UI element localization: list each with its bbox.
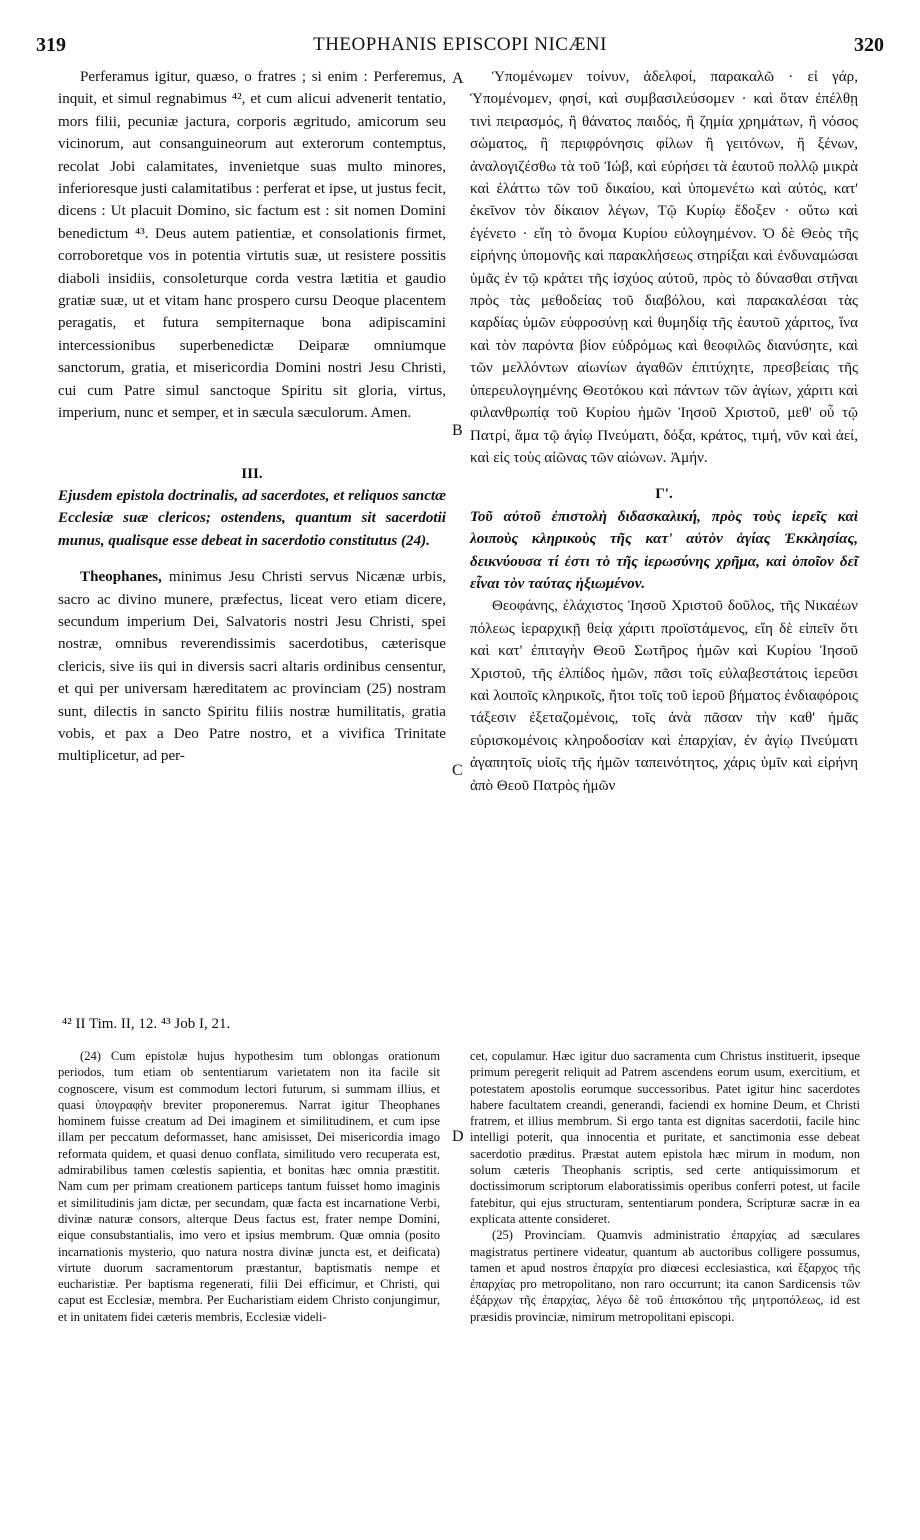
note-column-left — [58, 1048, 440, 1325]
greek-column — [470, 66, 858, 797]
margin-marker-b: B — [452, 422, 463, 439]
greek-section-title: Τοῦ αὐτοῦ ἐπιστολὴ διδασκαλική, πρὸς τοὺς ἱερεῖς καὶ λοιποὺς κληρικοὺς τῆς κατ' αὐτὸν ἁγίας Ἐκκλησίας, δεικνύουσα τί ἐστι τὸ τῆς ἱερωσύνης χρῆμα, καὶ ὁποῖον δεῖ εἶναι τὸν ταύτας ἠξιωμένον. — [470, 508, 858, 592]
footnote-references: ⁴² II Tim. II, 12. ⁴³ Job I, 21. — [62, 1016, 231, 1032]
margin-marker-a: A — [452, 70, 464, 87]
latin-column — [58, 66, 446, 768]
note-24: (24) Cum epistolæ hujus hypothesim tum oblongas orationum periodos, tum etiam ob sententiarum varietatem non ita facile sit cognoscere, visum est commodum lectori futurum, si summam illius, et quasi ὑπογραφὴν breviter proponeremus. Narrat igitur Theophanes hominem fuisse creatum ad Dei imaginem et similitudinem, et cum ipse illam per peccatum deformasset, hanc amisisset, Dei misericordia imago reformata quidem, et quasi denuo conflata, similitudo vero recuperata est, admirabilibus tamen cœlestis sapientia, et bonitas hæc omnia præstitit. Nam cum per primam creationem particeps tantum fuisset homo imaginis et similitudinis jam dictæ, per secundam, quæ facta est incarnatione Verbi, divinæ naturæ consors, alterque Deus factus est, frater nempe Domini, eique consubstantialis, imo vero et ipsius membrum. Quæ omnia (posito incarnationis mysterio, quo natura nostra divinæ juncta est, et deificata) virtute duorum sacramentorum præstantur, baptismatis nempe et eucharistiæ. Per baptisma regenerati, filii Dei efficimur, et Christi, qui caput est Ecclesiæ, membra. Per Eucharistiam eidem Christo conjungimur, et in unitatem fidei cæteris membris, Ecclesiæ videli- — [58, 1049, 440, 1324]
latin-paragraph-1: Perferamus igitur, quæso, o fratres ; si enim : Perferemus, inquit, et simul regnabimus ⁴², et cum alicui advenerit tentatio, mors filii, pecuniæ jactura, corporis ægritudo, amicorum seu vicinorum, aut consanguineorum aut exterorum contemptus, recolat Jobi calamitates, invenietque suas multo minores, inferioresque justi calamitatibus : perferat et ipse, ut justus fecit, dicens : Ut placuit Domino, sic factum est : sit nomen Domini benedictum ⁴³. Deus autem patientiæ, et consolationis firmet, corroboretque vos in potentia virtutis suæ, ut resistere possitis diaboli insidiis, consoleturque corda vestra lætitia et gaudio gratiæ suæ, ut et vitam hanc prospero cursu Deoque placentem peragatis, et futura sempiternaque bona adipiscamini intercessionibus superbenedictæ Deiparæ omniumque sanctorum, gratia, et misericordia Domini nostri Jesu Christi, cui cum Patre simul sanctoque Spiritu sit gloria, virtus, imperium, nunc et semper, et in sæcula sæculorum. Amen. — [58, 69, 446, 422]
greek-paragraph-2: Θεοφάνης, ἐλάχιστος Ἰησοῦ Χριστοῦ δοῦλος, τῆς Νικαέων πόλεως ἱεραρχικῇ θείᾳ χάριτι προϊστάμενος, εἴη δὲ εἰπεῖν ὅτι καὶ κατ' ἐπιταγὴν Θεοῦ Σωτῆρος ἡμῶν καὶ Κυρίου Ἰησοῦ Χριστοῦ, τῆς ἐλπίδος ἡμῶν, πᾶσι τοῖς εὐλαβεστάτοις ἱερεῦσι καὶ λοιποῖς κληρικοῖς, ἤτοι τοῖς τοῦ ἱεροῦ βήματος ἐνδιαφόροις τάξεσιν ἐξεταζομένοις, τοῖς ἀνὰ πᾶσαν τὴν καθ' ἡμᾶς εὑρισκομένοις κληροδοσίαν καὶ ἐπαρχίαν, ἐν ἁγίῳ Πνεύματι ἀγαπητοῖς υἱοῖς τῆς ἡμῶν ταπεινότητος, χάρις ὑμῖν καὶ εἰρήνη ἀπὸ Θεοῦ Πατρὸς ἡμῶν — [470, 598, 858, 794]
margin-marker-d: D — [452, 1128, 464, 1145]
running-title: THEOPHANIS EPISCOPI NICÆNI — [313, 34, 607, 55]
greek-section-number: Γ'. — [655, 486, 673, 503]
margin-marker-c: C — [452, 762, 463, 779]
latin-paragraph-2: minimus Jesu Christi servus Nicænæ urbis, sacro ac divino munere, præfectus, liceat vero etiam dicere, secundum imperium Dei, Salvatoris nostri Jesu Christi, spei nostræ, omnibus reverendissimis sacerdotibus, cæterisque clericis, sive iis qui in diversis sacri altaris ordinibus censentur, et qui per universam hæreditatem ac provinciam (25) nostram sunt, dilectis in sancto Spiritu filiis nostræ humilitatis, gratia vobis, et pax a Deo Patre nostro, et a vivifica Trinitate multiplicetur, ad per- — [58, 569, 446, 765]
greek-paragraph-1: Ὑπομένωμεν τοίνυν, ἀδελφοί, παρακαλῶ · εἰ γάρ, Ὑπομένομεν, φησί, καὶ συμβασιλεύσομεν · καὶ ὅταν ἐπέλθῃ τινὶ πειρασμός, ἢ θάνατος παιδός, ἢ ζημία χρημάτων, ἢ νόσος σώματος, ἢ περιφρόνησις φίλων ἢ γειτόνων, ἢ ξένων, ἀναλογιζέσθω τὰ τοῦ Ἰώβ, καὶ εὑρήσει τὰ ἑαυτοῦ πολλῷ μικρὰ καὶ ἐλάττω τῶν τοῦ δικαίου, καὶ ὑπομενέτω καὶ αὐτός, κατ' ἐκεῖνον τὸν δίκαιον λέγων, Τῷ Κυρίῳ ἔδοξεν · οὕτω καὶ ἐγένετο · εἴη τὸ ὄνομα Κυρίου εὐλογημένον. Ὁ δὲ Θεὸς τῆς εἰρήνης ὑπομονῆς καὶ παρακλήσεως στηρίξαι καὶ ἐνδυναμώσαι ὑμᾶς ἐν τῷ κράτει τῆς ἰσχύος αὐτοῦ, πρὸς τὸ δύνασθαι στῆναι πρὸς τὰς μεθοδείας τοῦ διαβόλου, καὶ παρακαλέσαι τὰς καρδίας ὑμῶν εὐφροσύνῃ καὶ θυμηδίᾳ τῆς ἑαυτοῦ χάριτος, ἵνα καὶ τὸν παρόντα βίον εὐδρόμως καὶ θεοφιλῶς διανύσητε, καὶ τῶν μελλόντων αἰωνίων ἀγαθῶν ἐπιτύχητε, πρεσβείαις τῆς ὑπερευλογημένης Θεοτόκου καὶ πάντων τῶν ἁγίων, χάριτι καὶ φιλανθρωπίᾳ τοῦ Κυρίου ἡμῶν Ἰησοῦ Χριστοῦ, μεθ' οὗ τῷ Πατρί, ἅμα τῷ ἁγίῳ Πνεύματι, δόξα, κράτος, τιμή, νῦν καὶ ἀεί, καὶ εἰς τοὺς αἰῶνας τῶν αἰώνων. Ἀμήν. — [470, 69, 858, 466]
note-24-continued: cet, copulamur. Hæc igitur duo sacramenta cum Christus instituerit, ipseque primum peregerit reliquit ad Patrem ascendens eorum usum, exercitium, et potestatem apostolis eorumque successoribus. Patet igitur hinc sacerdotes habere facultatem creandi, generandi, faciendi ex homine Deum, et Christi fratrem, et illius membrum. Si ergo tanta est dignitas sacerdotii, facile hinc intelligi poterit, qua innocentia et puritate, et sanctimonia esse debeat sacerdotio præditus. Præstat autem epistola hæc mirum in modum, non solum cæteris Theophanis scriptis, sed certe antiquissimorum et doctissimorum scriptorum elaboratissimis operibus conferri potest, ut facile fatebitur, qui ejus structuram, sententiarum pondera, Scripturæ sacræ in ea explicata attente consideret. — [470, 1049, 860, 1226]
latin-section-title: Ejusdem epistola doctrinalis, ad sacerdotes, et reliquos sanctæ Ecclesiæ suæ clericos; ostendens, quantum sit sacerdotii munus, qualisque esse debeat in sacerdotio constitutus (24). — [58, 487, 446, 549]
page-number-left: 319 — [36, 34, 66, 56]
page-number-right: 320 — [854, 34, 884, 56]
running-header — [36, 34, 884, 58]
latin-lead-word: Theophanes, — [80, 569, 162, 586]
note-column-right — [470, 1048, 860, 1325]
latin-section-number: III. — [241, 465, 263, 482]
note-25: (25) Provinciam. Quamvis administratio ἐπαρχίας ad sæculares magistratus pertinere videatur, quantum ab auctoribus colligere possumus, tamen et apud nostros ἐπαρχία pro diœcesi ecclesiastica, καὶ ἔξαρχος τῆς ἐπαρχίας pro metropolitano, non raro occurrunt; ita canon Sardicensis τῶν ἐξάρχων τῆς ἐπαρχίας, λέγω δὲ τοῦ ἐπισκόπου τῆς μητροπόλεως, id est præsidis provinciæ, nimirum metropolitani episcopi. — [470, 1228, 860, 1324]
